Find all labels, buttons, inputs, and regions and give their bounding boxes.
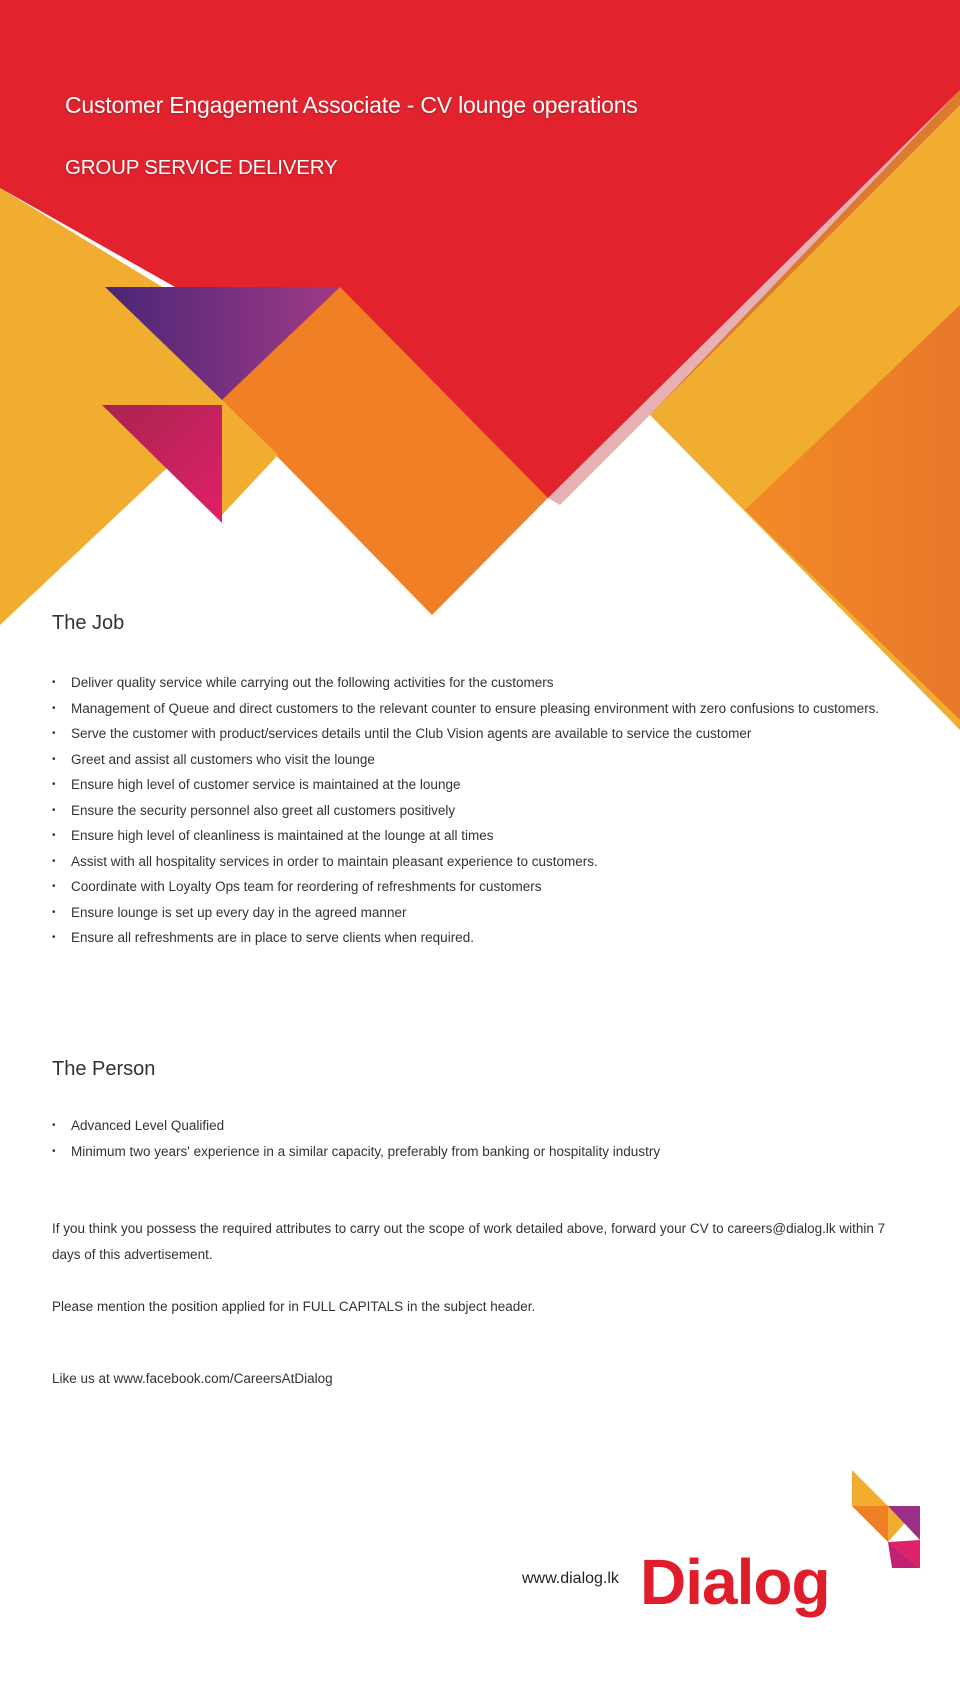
apply-instructions: If you think you possess the required attributes to carry out the scope of work detailed above, forward your CV to careers@dialog.lk within 7 days of this advertisement.	[52, 1221, 886, 1262]
job-responsibilities-list	[52, 670, 902, 951]
job-title: Customer Engagement Associate - CV lounge operations	[65, 92, 638, 118]
list-item: • Advanced Level Qualified	[52, 1113, 902, 1139]
list-item: • Greet and assist all customers who visit the lounge	[52, 747, 902, 773]
list-item: • Serve the customer with product/services details until the Club Vision agents are available to service the customer	[52, 721, 902, 747]
the-person-heading: The Person	[52, 1058, 156, 1080]
website-link[interactable]: www.dialog.lk	[522, 1570, 619, 1587]
list-item: • Ensure all refreshments are in place to serve clients when required.	[52, 925, 902, 951]
department-label: GROUP SERVICE DELIVERY	[65, 156, 338, 179]
dialog-logo-wordmark: Dialog	[640, 1546, 830, 1618]
list-item: • Ensure high level of customer service is maintained at the lounge	[52, 772, 902, 798]
facebook-link[interactable]: Like us at www.facebook.com/CareersAtDialog	[52, 1371, 333, 1386]
list-item: • Deliver quality service while carrying out the following activities for the customers	[52, 670, 902, 696]
list-item: • Ensure the security personnel also greet all customers positively	[52, 798, 902, 824]
the-job-heading: The Job	[52, 612, 125, 634]
list-item: • Ensure lounge is set up every day in the agreed manner	[52, 900, 902, 926]
list-item: • Minimum two years' experience in a similar capacity, preferably from banking or hospitality industry	[52, 1139, 902, 1165]
subject-note: Please mention the position applied for in FULL CAPITALS in the subject header.	[52, 1299, 536, 1314]
dialog-logo-icon	[852, 1470, 922, 1570]
list-item: • Ensure high level of cleanliness is maintained at the lounge at all times	[52, 823, 902, 849]
list-item: • Coordinate with Loyalty Ops team for reordering of refreshments for customers	[52, 874, 902, 900]
list-item: • Assist with all hospitality services in order to maintain pleasant experience to customers.	[52, 849, 902, 875]
person-requirements-list	[52, 1113, 902, 1164]
list-item: • Management of Queue and direct customers to the relevant counter to ensure pleasing environment with zero confusions to customers.	[52, 696, 902, 722]
